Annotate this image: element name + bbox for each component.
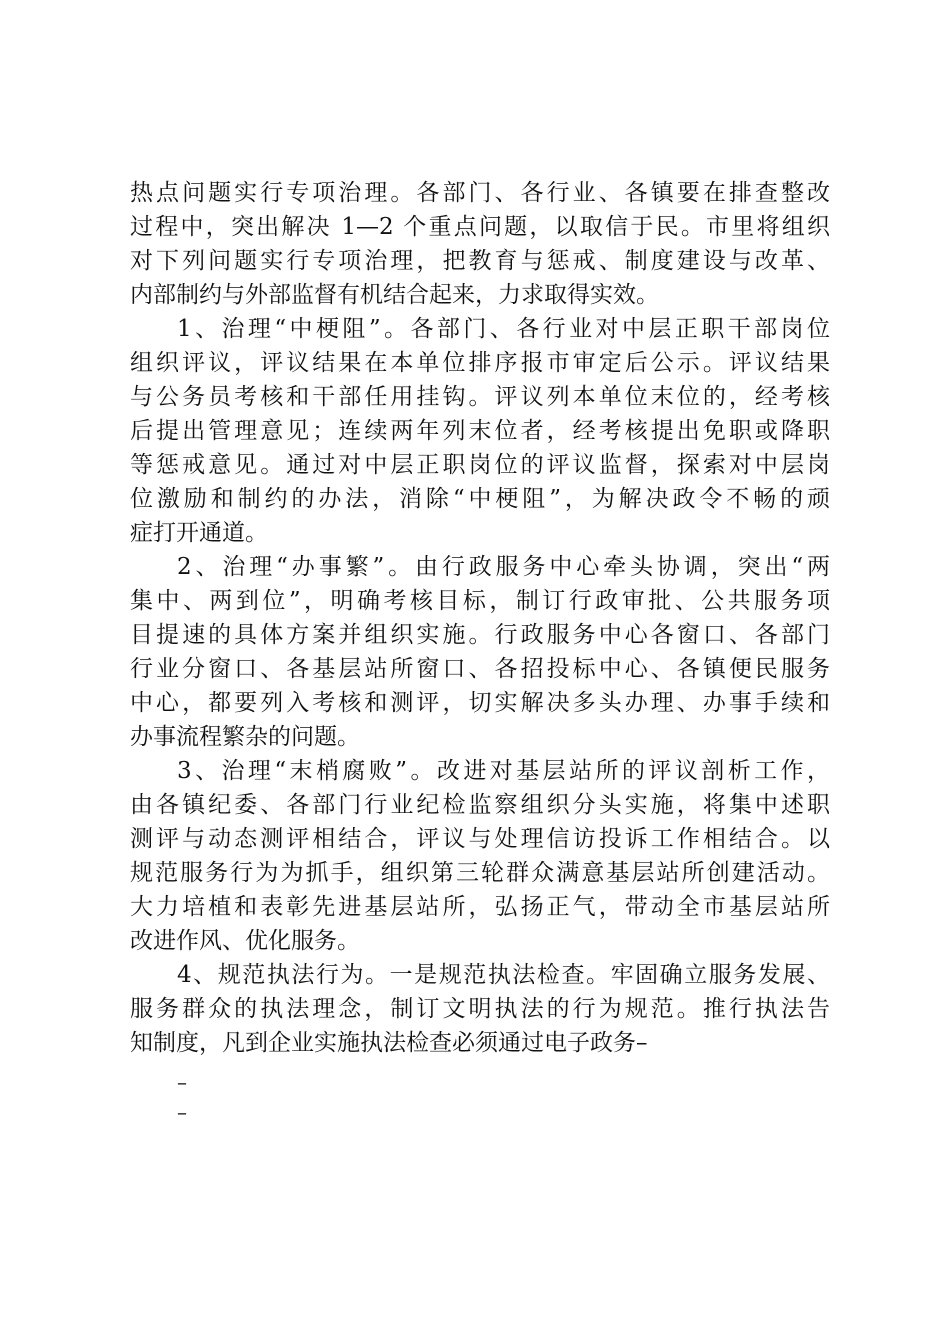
text-line: 对下列问题实行专项治理，把教育与惩戒、制度建设与改革、 [130,248,830,274]
text-line: 由各镇纪委、各部门行业纪检监察组织分头实施，将集中述职 [130,792,830,818]
text-line: 位激励和制约的办法，消除“中梗阻”，为解决政令不畅的顽 [130,486,830,512]
text-line: 行业分窗口、各基层站所窗口、各招投标中心、各镇便民服务 [130,656,830,682]
text-line: 症打开通道。 [130,520,268,546]
text-line: 中心，都要列入考核和测评，切实解决多头办理、办事手续和 [130,690,830,716]
text-line: 等惩戒意见。通过对中层正职岗位的评议监督，探索对中层岗 [130,452,830,478]
text-line: 内部制约与外部监督有机结合起来，力求取得实效。 [130,282,659,308]
footer-dash: – [177,1070,187,1094]
text-line: 热点问题实行专项治理。各部门、各行业、各镇要在排查整改 [130,180,830,206]
text-line: 大力培植和表彰先进基层站所，弘扬正气，带动全市基层站所 [130,894,830,920]
text-line: 改进作风、优化服务。 [130,928,360,954]
text-line: 与公务员考核和干部任用挂钩。评议列本单位末位的，经考核 [130,384,830,410]
text-line: 测评与动态测评相结合，评议与处理信访投诉工作相结合。以 [130,826,830,852]
text-line: 服务群众的执法理念，制订文明执法的行为规范。推行执法告 [130,996,830,1022]
paragraph-4-heading-line: 4、规范执法行为。一是规范执法检查。牢固确立服务发展、 [177,962,830,988]
text-line: 后提出管理意见；连续两年列末位者，经考核提出免职或降职 [130,418,830,444]
paragraph-2-heading-line: 2、治理“办事繁”。由行政服务中心牵头协调，突出“两 [177,554,830,580]
text-line: 组织评议，评议结果在本单位排序报市审定后公示。评议结果 [130,350,830,376]
text-line: 目提速的具体方案并组织实施。行政服务中心各窗口、各部门 [130,622,830,648]
paragraph-1-heading-line: 1、治理“中梗阻”。各部门、各行业对中层正职干部岗位 [177,316,830,342]
text-line: 办事流程繁杂的问题。 [130,724,360,750]
text-line: 集中、两到位”，明确考核目标，制订行政审批、公共服务项 [130,588,830,614]
text-line: 过程中，突出解决 1—2 个重点问题，以取信于民。市里将组织 [130,214,830,240]
text-line: 规范服务行为为抓手，组织第三轮群众满意基层站所创建活动。 [130,860,830,886]
paragraph-3-heading-line: 3、治理“末梢腐败”。改进对基层站所的评议剖析工作， [177,758,830,784]
footer-dash: – [177,1100,187,1124]
text-line: 知制度，凡到企业实施执法检查必须通过电子政务– [130,1030,648,1056]
